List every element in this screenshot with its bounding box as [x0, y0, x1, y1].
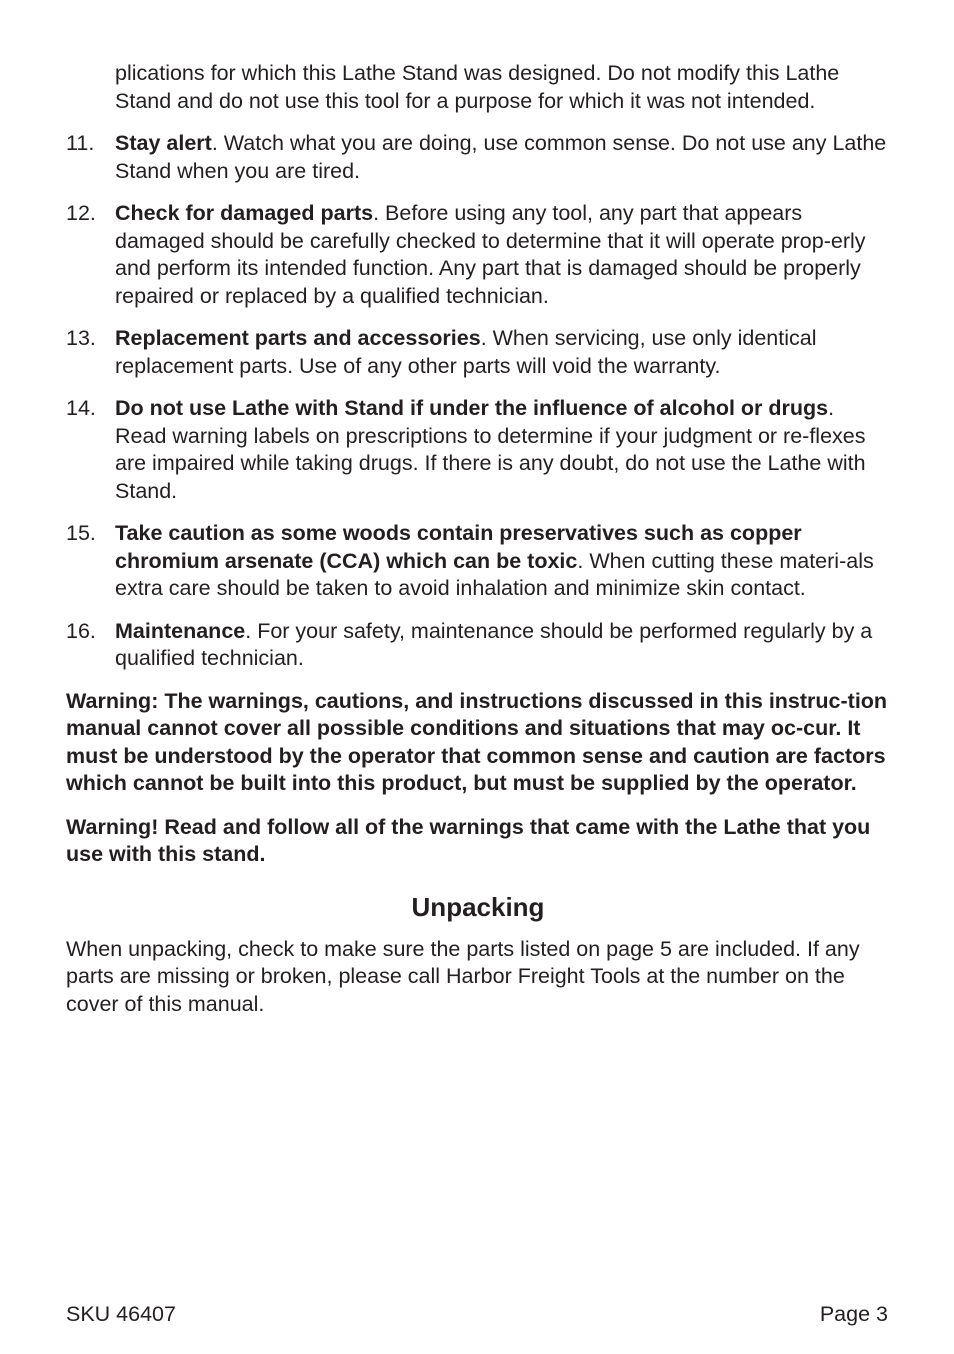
item-number: 13.: [66, 326, 96, 350]
item-number: 11.: [66, 131, 95, 155]
item-title: Do not use Lathe with Stand if under the influence of alcohol or drugs: [115, 396, 829, 420]
list-item: [66, 130, 890, 185]
item-separator: .: [828, 396, 835, 420]
item-body: [115, 325, 890, 380]
item-separator: .: [245, 618, 258, 643]
item-separator: .: [480, 326, 493, 350]
item-number: 12.: [66, 201, 96, 225]
item-body: [115, 618, 890, 673]
item-title: Stay alert: [115, 131, 212, 155]
item-number: 15.: [66, 521, 96, 545]
section-heading: Unpacking: [411, 891, 545, 922]
warning-paragraph: Warning: The warnings, cautions, and instructions discussed in this instruc-tion manual cannot cover all possible conditions and situations that may oc-cur. It must be understood by the operator that common sense and caution are factors which cannot be built into this product, but must be supplied by the operator.: [66, 688, 888, 795]
item-text: Read warning labels on prescriptions to determine if your judgment or re-flexes are impaired while taking drugs. If there is any doubt, do not use the Lathe with Stand.: [115, 423, 866, 503]
footer-sku: SKU 46407: [66, 1302, 176, 1326]
page-footer: [66, 1301, 888, 1328]
item-text: When servicing, use only identical replacement parts. Use of any other parts will void the warranty.: [115, 326, 817, 378]
item-number: 14.: [66, 396, 96, 420]
unpacking-text: When unpacking, check to make sure the parts listed on page 5 are included. If any parts are missing or broken, please call Harbor Freight Tools at the number on the cover of this manual.: [66, 936, 860, 1016]
intro-continuation: plications for which this Lathe Stand was designed. Do not modify this Lathe Stand and do not use this tool for a purpose for which it was not intended.: [115, 61, 840, 113]
item-text: When cutting these materi-als extra care should be taken to avoid inhalation and minimize skin contact.: [115, 548, 874, 600]
item-number: 16.: [66, 618, 96, 643]
item-text: Watch what you are doing, use common sense. Do not use any Lathe Stand when you are tired.: [115, 131, 887, 183]
list-item: [66, 520, 890, 603]
item-title: Maintenance: [115, 618, 246, 643]
list-item: [66, 325, 890, 380]
item-body: [115, 395, 890, 505]
list-item: [66, 200, 890, 310]
item-body: [115, 130, 890, 185]
item-separator: .: [577, 548, 590, 573]
item-title: Take caution as some woods contain preservatives such as copper chromium arsenate (CCA) which can be toxic: [115, 521, 802, 573]
item-separator: .: [211, 131, 224, 155]
item-separator: .: [373, 201, 386, 225]
item-body: [115, 520, 890, 603]
item-body: [115, 200, 890, 310]
item-text: Before using any tool, any part that appears damaged should be carefully checked to determine that it will operate prop-erly and perform its intended function. Any part that is damaged should be properly repaired or replaced by a qualified technician.: [115, 201, 866, 308]
list-item: [66, 618, 890, 673]
list-item: [66, 395, 890, 505]
item-text: For your safety, maintenance should be performed regularly by a qualified technician.: [115, 618, 873, 670]
footer-page-number: Page 3: [819, 1302, 888, 1326]
item-title: Check for damaged parts: [115, 201, 374, 225]
item-title: Replacement parts and accessories: [115, 326, 481, 350]
manual-page: [66, 60, 890, 1018]
warning-paragraph-lathe: Warning! Read and follow all of the warnings that came with the Lathe that you use with this stand.: [66, 814, 871, 866]
